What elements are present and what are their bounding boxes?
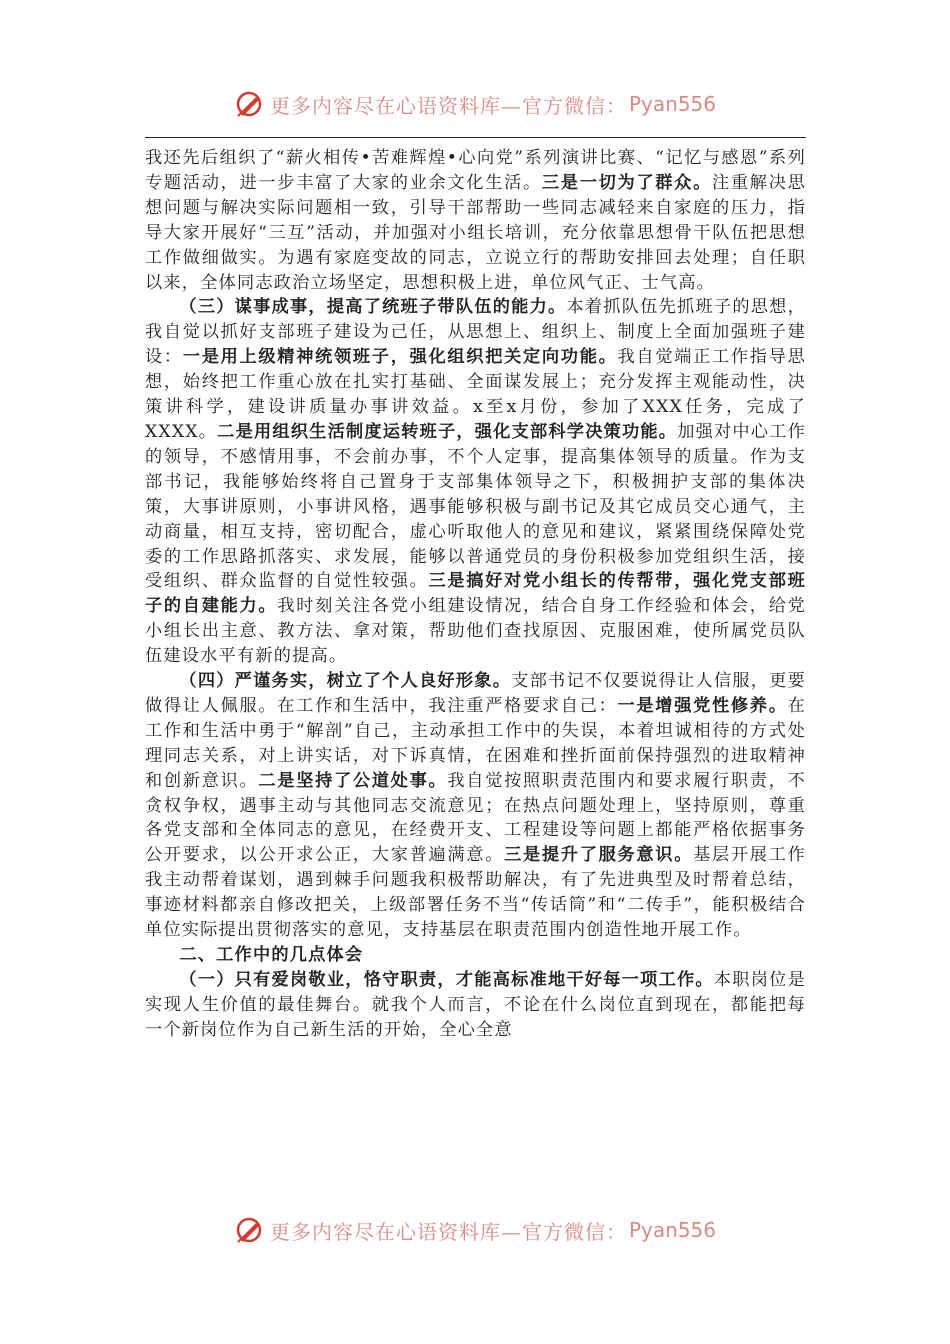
paragraph-3 (145, 669, 806, 943)
text-run: 我时刻关注各党小组建设情况，结合自身工作经验和体会，给党小组长出主意、教方法、拿对策，帮助他们查找原因、克服困难，使所属党员队伍建设水平有新的提高。 (145, 596, 806, 667)
bold-run: 三是搞好对党小组长的传帮带，强化党支部班子的自建能力。 (145, 571, 806, 617)
section-heading: （四）严谨务实，树立了个人良好形象。 (179, 671, 512, 692)
text-run: 我自觉端正工作指导思想，始终把工作重心放在扎实打基础、全面谋发展上；充分发挥主观能动性，决策讲科学，建设讲质量办事讲效益。x至x月份，参加了XXX任务，完成了XXXX。 (145, 347, 806, 442)
bold-run: 二是用组织生活制度运转班子，强化支部科学决策功能。 (217, 421, 678, 442)
text-run: 注重解决思想问题与解决实际问题相一致，引导干部帮助一些同志减轻来自家庭的压力，指导大家开展好“三互”活动，并加强对小组长培训，充分依靠思想骨干队伍把思想工作做细做实。为遇有家庭变故的同志，立说立行的帮助安排回去处理；自任职以来，全体同志政治立场坚定，思想积极上进，单位风气正、士气高。 (145, 172, 806, 293)
text-run: 基层开展工作我主动帮着谋划，遇到棘手问题我积极帮助解决，有了先进典型及时帮着总结，事迹材料都亲自修改把关，上级部署任务不当“传话筒”和“二传手”，能积极结合单位实际提出贯彻落实的意见，支持基层在职责范围内创造性地开展工作。 (145, 845, 806, 941)
text-run: 我自觉按照职责范围内和要求履行职责，不贪权争权，遇事主动与其他同志交流意见；在热点问题处理上，坚持原则，尊重各党支部和全体同志的意见，在经费开支、工程建设等问题上都能严格依据事务公开要求，以公开求公正，大家普遍满意。 (145, 770, 806, 866)
pen-logo-icon (234, 89, 264, 119)
document-body (145, 146, 806, 1043)
text-run: 本职岗位是实现人生价值的最佳舞台。就我个人而言，不论在什么岗位直到现在，都能把每一个新岗位作为自己新生活的开始，全心全意 (145, 969, 806, 1040)
footer-banner (0, 1210, 950, 1250)
bold-run: 二是坚持了公道处事。 (258, 770, 448, 791)
banner-wechat-id: Pyan556 (628, 1218, 716, 1242)
bold-run: 一是增强党性修养。 (617, 695, 788, 716)
bold-run: 三是一切为了群众。 (541, 172, 712, 193)
banner-wechat-id: Pyan556 (628, 92, 716, 116)
text-run: 我还先后组织了“薪火相传•苦难辉煌•心向党”系列演讲比赛、“记忆与感恩”系列专题活动，进一步丰富了大家的业余文化生活。 (145, 148, 806, 193)
heading-2: 二、工作中的几点体会 (179, 945, 364, 965)
section-heading: （一）只有爱岗敬业，恪守职责，才能高标准地干好每一项工作。 (179, 969, 714, 990)
paragraph-1 (145, 146, 806, 295)
header-rule (145, 137, 806, 138)
pen-logo-icon (234, 1215, 264, 1245)
text-run: 在工作和生活中勇于“解剖”自己，主动承担工作中的失误，本着坦诚相待的方式处理同志关系，对上讲实话，对下诉真情，在困难和挫折面前保持强烈的进取精神和创新意识。 (145, 695, 806, 791)
text-run: 加强对中心工作的领导，不感情用事，不会前办事，不个人定事，提高集体领导的质量。作为支部书记，我能够始终将自己置身于支部集体领导之下，积极拥护支部的集体决策，大事讲原则，小事讲风格，遇事能够积极与副书记及其它成员交心通气，主动商量，相互支持，密切配合，虚心听取他人的意见和建议，紧紧围绕保障处党委的工作思路抓落实、求发展，能够以普通党员的身份积极参加党组织生活，接受组织、群众监督的自觉性较强。 (145, 421, 806, 592)
section-heading: （三）谋事成事，提高了统班子带队伍的能力。 (179, 297, 567, 318)
header-banner (0, 84, 950, 124)
text-run: 本着抓队伍先抓班子的思想，我自觉以抓好支部班子建设为己任，从思想上、组织上、制度上全面加强班子建设： (145, 297, 806, 368)
paragraph-2 (145, 295, 806, 669)
bold-run: 一是用上级精神统领班子，强化组织把关定向功能。 (182, 347, 618, 368)
banner-text: 更多内容尽在心语资料库—官方微信： (269, 93, 627, 118)
bold-run: 三是提升了服务意识。 (504, 845, 694, 866)
banner-text: 更多内容尽在心语资料库—官方微信： (269, 1219, 627, 1244)
text-run: 支部书记不仅要说得让人信服，更要做得让人佩服。在工作和生活中，我注重严格要求自己： (145, 671, 807, 716)
paragraph-4 (145, 968, 806, 1043)
